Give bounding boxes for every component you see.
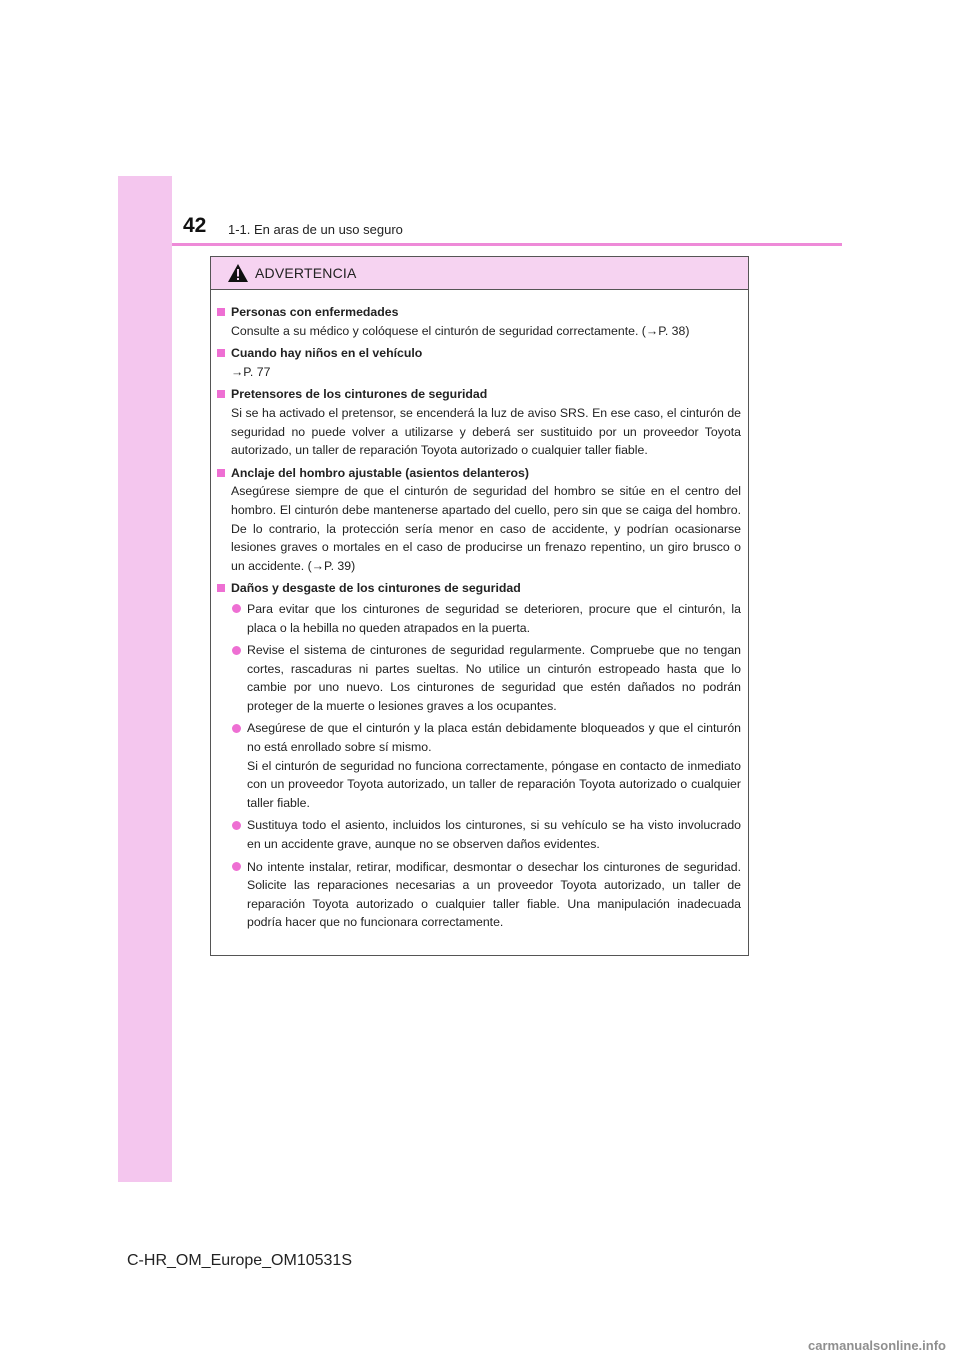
warning-item-enfermedades xyxy=(217,303,741,340)
warning-triangle-icon xyxy=(227,263,249,283)
document-id: C-HR_OM_Europe_OM10531S xyxy=(127,1252,352,1269)
sidebar-tab xyxy=(118,176,172,1182)
square-bullet-icon xyxy=(217,349,225,357)
warning-header xyxy=(211,257,748,290)
square-bullet-icon xyxy=(217,469,225,477)
list-item: Sustituya todo el asiento, incluidos los cinturones, si su vehículo se ha visto involucrado en un accidente grave, aunque no se observen daños evidentes. xyxy=(217,816,741,853)
warning-item-danos xyxy=(217,579,741,932)
header-divider xyxy=(172,243,842,246)
list-item: Para evitar que los cinturones de seguridad se deterioren, procure que el cinturón, la placa o la hebilla no queden atrapados en la puerta. xyxy=(217,600,741,637)
round-bullet-icon xyxy=(232,646,241,655)
section-title: 1-1. En aras de un uso seguro xyxy=(228,222,403,237)
item-text: →P. 77 xyxy=(231,364,271,379)
warning-item-pretensores xyxy=(217,385,741,459)
warning-body xyxy=(211,290,748,932)
square-bullet-icon xyxy=(217,308,225,316)
item-heading: Pretensores de los cinturones de seguridad xyxy=(217,385,741,404)
warning-title: ADVERTENCIA xyxy=(255,265,357,281)
item-heading: Cuando hay niños en el vehículo xyxy=(217,344,741,363)
item-text: Consulte a su médico y colóquese el cinturón de seguridad correctamente. (→P. 38) xyxy=(231,323,690,338)
watermark-link[interactable]: carmanualsonline.info xyxy=(808,1338,946,1353)
item-text: Si se ha activado el pretensor, se encenderá la luz de aviso SRS. En ese caso, el cinturón de seguridad no puede volver a utilizarse y deberá ser sustituido por un proveedor Toyota autorizado, un taller de reparación Toyota autorizado o cualquier taller fiable. xyxy=(231,405,741,458)
square-bullet-icon xyxy=(217,390,225,398)
page-number: 42 xyxy=(183,214,207,237)
warning-box xyxy=(210,256,749,956)
warning-item-ninos xyxy=(217,344,741,381)
square-bullet-icon xyxy=(217,584,225,592)
item-heading: Personas con enfermedades xyxy=(217,303,741,322)
item-heading: Daños y desgaste de los cinturones de seguridad xyxy=(217,579,741,598)
round-bullet-icon xyxy=(232,862,241,871)
warning-item-anclaje xyxy=(217,464,741,576)
round-bullet-icon xyxy=(232,821,241,830)
list-item: Asegúrese de que el cinturón y la placa están debidamente bloqueados y que el cinturón no está enrollado sobre sí mismo. Si el cinturón de seguridad no funciona correctamente, póngase en contacto de inmediato con un proveedor Toyota autorizado, un taller de reparación Toyota autorizado o cualquier taller fiable. xyxy=(217,719,741,812)
item-text: Asegúrese siempre de que el cinturón de seguridad del hombro se sitúe en el centro del hombro. El cinturón debe mantenerse apartado del cuello, pero sin que se caiga del hombro. De lo contrario, la protección sería menor en caso de accidente, y podrían ocasionarse lesiones graves o mortales en el caso de producirse un frenazo repentino, un giro brusco o un accidente. (→P. 39) xyxy=(231,484,741,573)
item-heading: Anclaje del hombro ajustable (asientos delanteros) xyxy=(217,464,741,483)
list-item: Revise el sistema de cinturones de seguridad regularmente. Compruebe que no tengan cortes, rascaduras ni partes sueltas. No utilice un cinturón estropeado hasta que lo cambie por uno nuevo. Los cinturones de seguridad que estén dañados no podrán proteger de la muerte o lesiones graves a los ocupantes. xyxy=(217,641,741,715)
round-bullet-icon xyxy=(232,724,241,733)
list-item: No intente instalar, retirar, modificar, desmontar o desechar los cinturones de seguridad. Solicite las reparaciones necesarias a un proveedor Toyota autorizado, un taller de reparación Toyota autorizado o cualquier taller fiable. Una manipulación inadecuada podría hacer que no funcionara correctamente. xyxy=(217,858,741,932)
round-bullet-icon xyxy=(232,604,241,613)
